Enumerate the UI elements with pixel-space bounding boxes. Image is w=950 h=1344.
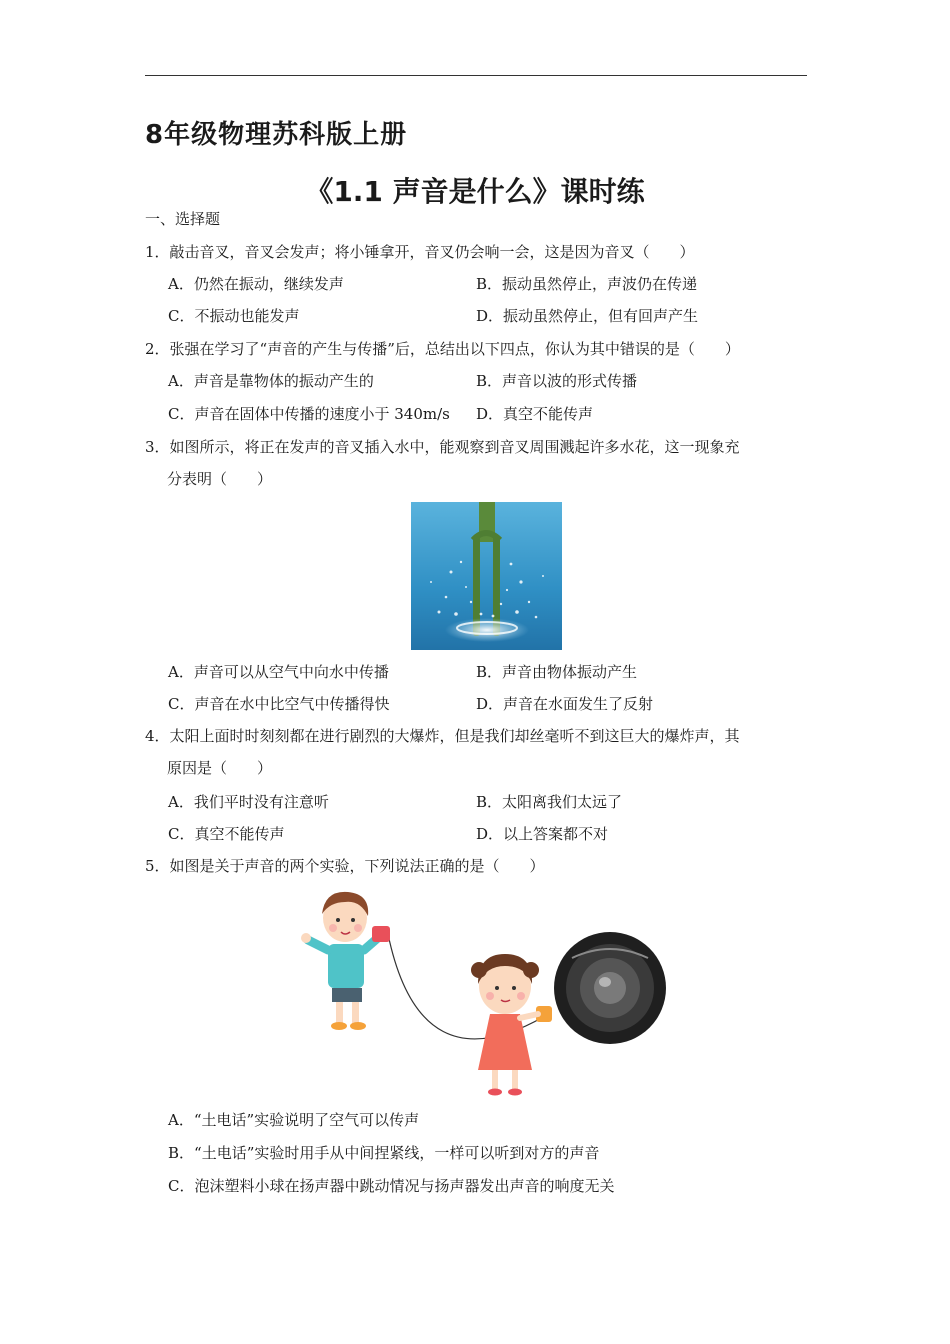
option-a: A．仍然在振动，继续发声 — [168, 275, 344, 293]
option-c: C．声音在水中比空气中传播得快 — [168, 695, 390, 713]
option-c: C．泡沫塑料小球在扬声器中跳动情况与扬声器发出声音的响度无关 — [168, 1177, 615, 1195]
question-5 — [145, 850, 810, 882]
question-stem-line1: 如图所示，将正在发声的音叉插入水中，能观察到音叉周围溅起许多水花，这一现象充 — [169, 438, 740, 456]
question-stem: 如图是关于声音的两个实验，下列说法正确的是（ ） — [169, 857, 545, 875]
question-stem-line1: 太阳上面时时刻刻都在进行剧烈的大爆炸，但是我们却丝毫听不到这巨大的爆炸声，其 — [169, 727, 740, 745]
option-b: B．声音以波的形式传播 — [476, 372, 638, 390]
lesson-title: 《1.1 声音是什么》课时练 — [305, 175, 645, 208]
question-number: 3． — [145, 438, 170, 456]
header-rule — [145, 75, 807, 76]
option-d: D．振动虽然停止，但有回声产生 — [476, 307, 699, 325]
question-2 — [145, 333, 810, 365]
question-stem-line2: 原因是（ ） — [167, 759, 273, 777]
question-stem-line2: 分表明（ ） — [167, 470, 273, 488]
question-4 — [145, 720, 810, 784]
option-a: A．“土电话”实验说明了空气可以传声 — [168, 1111, 420, 1129]
option-c: C．不振动也能发声 — [168, 307, 300, 325]
option-a: A．声音是靠物体的振动产生的 — [168, 372, 374, 390]
string-telephone-speaker-image — [300, 888, 670, 1103]
option-a: A．我们平时没有注意听 — [168, 793, 329, 811]
question-stem: 敲击音叉，音叉会发声；将小锤拿开，音叉仍会响一会，这是因为音叉（ ） — [169, 243, 695, 261]
question-number: 1． — [145, 243, 170, 261]
section-title: 一、选择题 — [145, 210, 221, 228]
option-c: C．真空不能传声 — [168, 825, 285, 843]
grade-title: 8年级物理苏科版上册 — [145, 120, 408, 150]
question-number: 4． — [145, 727, 170, 745]
option-d: D．声音在水面发生了反射 — [476, 695, 654, 713]
speaker-figure — [554, 932, 666, 1044]
question-stem: 张强在学习了“声音的产生与传播”后，总结出以下四点，你认为其中错误的是（ ） — [169, 340, 740, 358]
girl-figure — [471, 954, 552, 1096]
option-c: C．声音在固体中传播的速度小于 340m/s — [168, 405, 450, 423]
option-d: D．真空不能传声 — [476, 405, 594, 423]
option-d: D．以上答案都不对 — [476, 825, 609, 843]
option-b: B．太阳离我们太远了 — [476, 793, 623, 811]
option-b: B．“土电话”实验时用手从中间捏紧线，一样可以听到对方的声音 — [168, 1144, 600, 1162]
option-a: A．声音可以从空气中向水中传播 — [168, 663, 389, 681]
option-b: B．振动虽然停止，声波仍在传递 — [476, 275, 698, 293]
question-number: 5． — [145, 857, 170, 875]
question-3 — [145, 431, 810, 495]
question-number: 2． — [145, 340, 170, 358]
tuning-fork-water-image — [411, 502, 562, 650]
question-1 — [145, 236, 810, 268]
option-b: B．声音由物体振动产生 — [476, 663, 638, 681]
boy-figure — [301, 892, 390, 1030]
